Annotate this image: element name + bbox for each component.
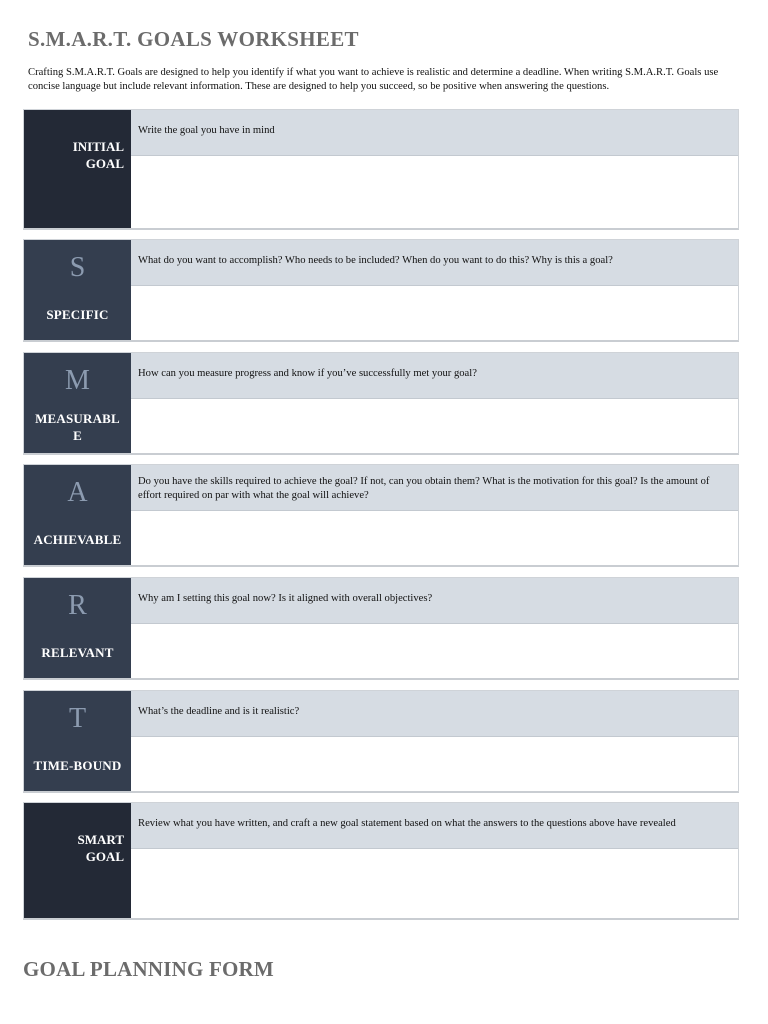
- timebound-label-panel: [24, 691, 131, 791]
- relevant-answer-field[interactable]: [131, 624, 738, 678]
- initial-goal-label-line2: GOAL: [85, 156, 124, 171]
- specific-section: [23, 239, 739, 342]
- smart-goal-label-line1: SMART: [77, 832, 124, 847]
- timebound-prompt: What’s the deadline and is it realistic?: [131, 691, 738, 737]
- timebound-answer-field[interactable]: [131, 737, 738, 791]
- intro-paragraph: Crafting S.M.A.R.T. Goals are designed to help you identify if what you want to achieve is realistic and determine a deadline. When writing S.M.A.R.T. Goals use concise language but include relevant information. These are designed to help you succeed, so be positive when answering the questions.: [28, 67, 719, 92]
- relevant-label: RELEVANT: [41, 645, 114, 660]
- smart-goal-prompt: Review what you have written, and craft a new goal statement based on what the answers to the questions above have revealed: [131, 803, 738, 849]
- measurable-letter: M: [65, 365, 90, 396]
- measurable-label-line1: MEASURABL: [35, 411, 120, 426]
- worksheet-title: S.M.A.R.T. GOALS WORKSHEET: [28, 27, 359, 51]
- specific-prompt: What do you want to accomplish? Who needs to be included? When do you want to do this? Why is this a goal?: [131, 240, 738, 286]
- specific-answer-field[interactable]: [131, 286, 738, 340]
- measurable-label-line2: E: [73, 428, 82, 443]
- measurable-label-panel: [24, 353, 131, 453]
- smart-goal-answer-field[interactable]: [131, 849, 738, 918]
- achievable-prompt: Do you have the skills required to achieve the goal? If not, can you obtain them? What is the motivation for this goal? Is the amount of effort required on par with what the goal will achieve?: [131, 465, 738, 511]
- initial-goal-prompt: Write the goal you have in mind: [131, 110, 738, 156]
- measurable-prompt: How can you measure progress and know if you’ve successfully met your goal?: [131, 353, 738, 399]
- timebound-section: [23, 690, 739, 793]
- relevant-label-panel: [24, 578, 131, 678]
- measurable-answer-field[interactable]: [131, 399, 738, 453]
- measurable-section: [23, 352, 739, 455]
- smart-goal-label-line2: GOAL: [85, 849, 124, 864]
- specific-label-panel: [24, 240, 131, 340]
- relevant-section: [23, 577, 739, 680]
- achievable-answer-field[interactable]: [131, 511, 738, 565]
- smart-goal-label-panel: [24, 803, 131, 918]
- relevant-letter: R: [68, 590, 87, 621]
- achievable-label-panel: [24, 465, 131, 565]
- specific-letter: S: [69, 252, 86, 283]
- timebound-label: TIME-BOUND: [33, 758, 122, 773]
- relevant-prompt: Why am I setting this goal now? Is it aligned with overall objectives?: [131, 578, 738, 624]
- specific-label: SPECIFIC: [46, 307, 109, 322]
- initial-goal-answer-field[interactable]: [131, 156, 738, 228]
- timebound-letter: T: [68, 703, 87, 734]
- achievable-section: [23, 464, 739, 567]
- smart-goal-section: [23, 802, 739, 920]
- initial-goal-section: [23, 109, 739, 230]
- goal-planning-form-title: GOAL PLANNING FORM: [23, 957, 274, 981]
- initial-goal-label-panel: [24, 110, 131, 228]
- initial-goal-label-line1: INITIAL: [72, 139, 124, 154]
- achievable-letter: A: [67, 477, 88, 508]
- achievable-label: ACHIEVABLE: [33, 532, 122, 547]
